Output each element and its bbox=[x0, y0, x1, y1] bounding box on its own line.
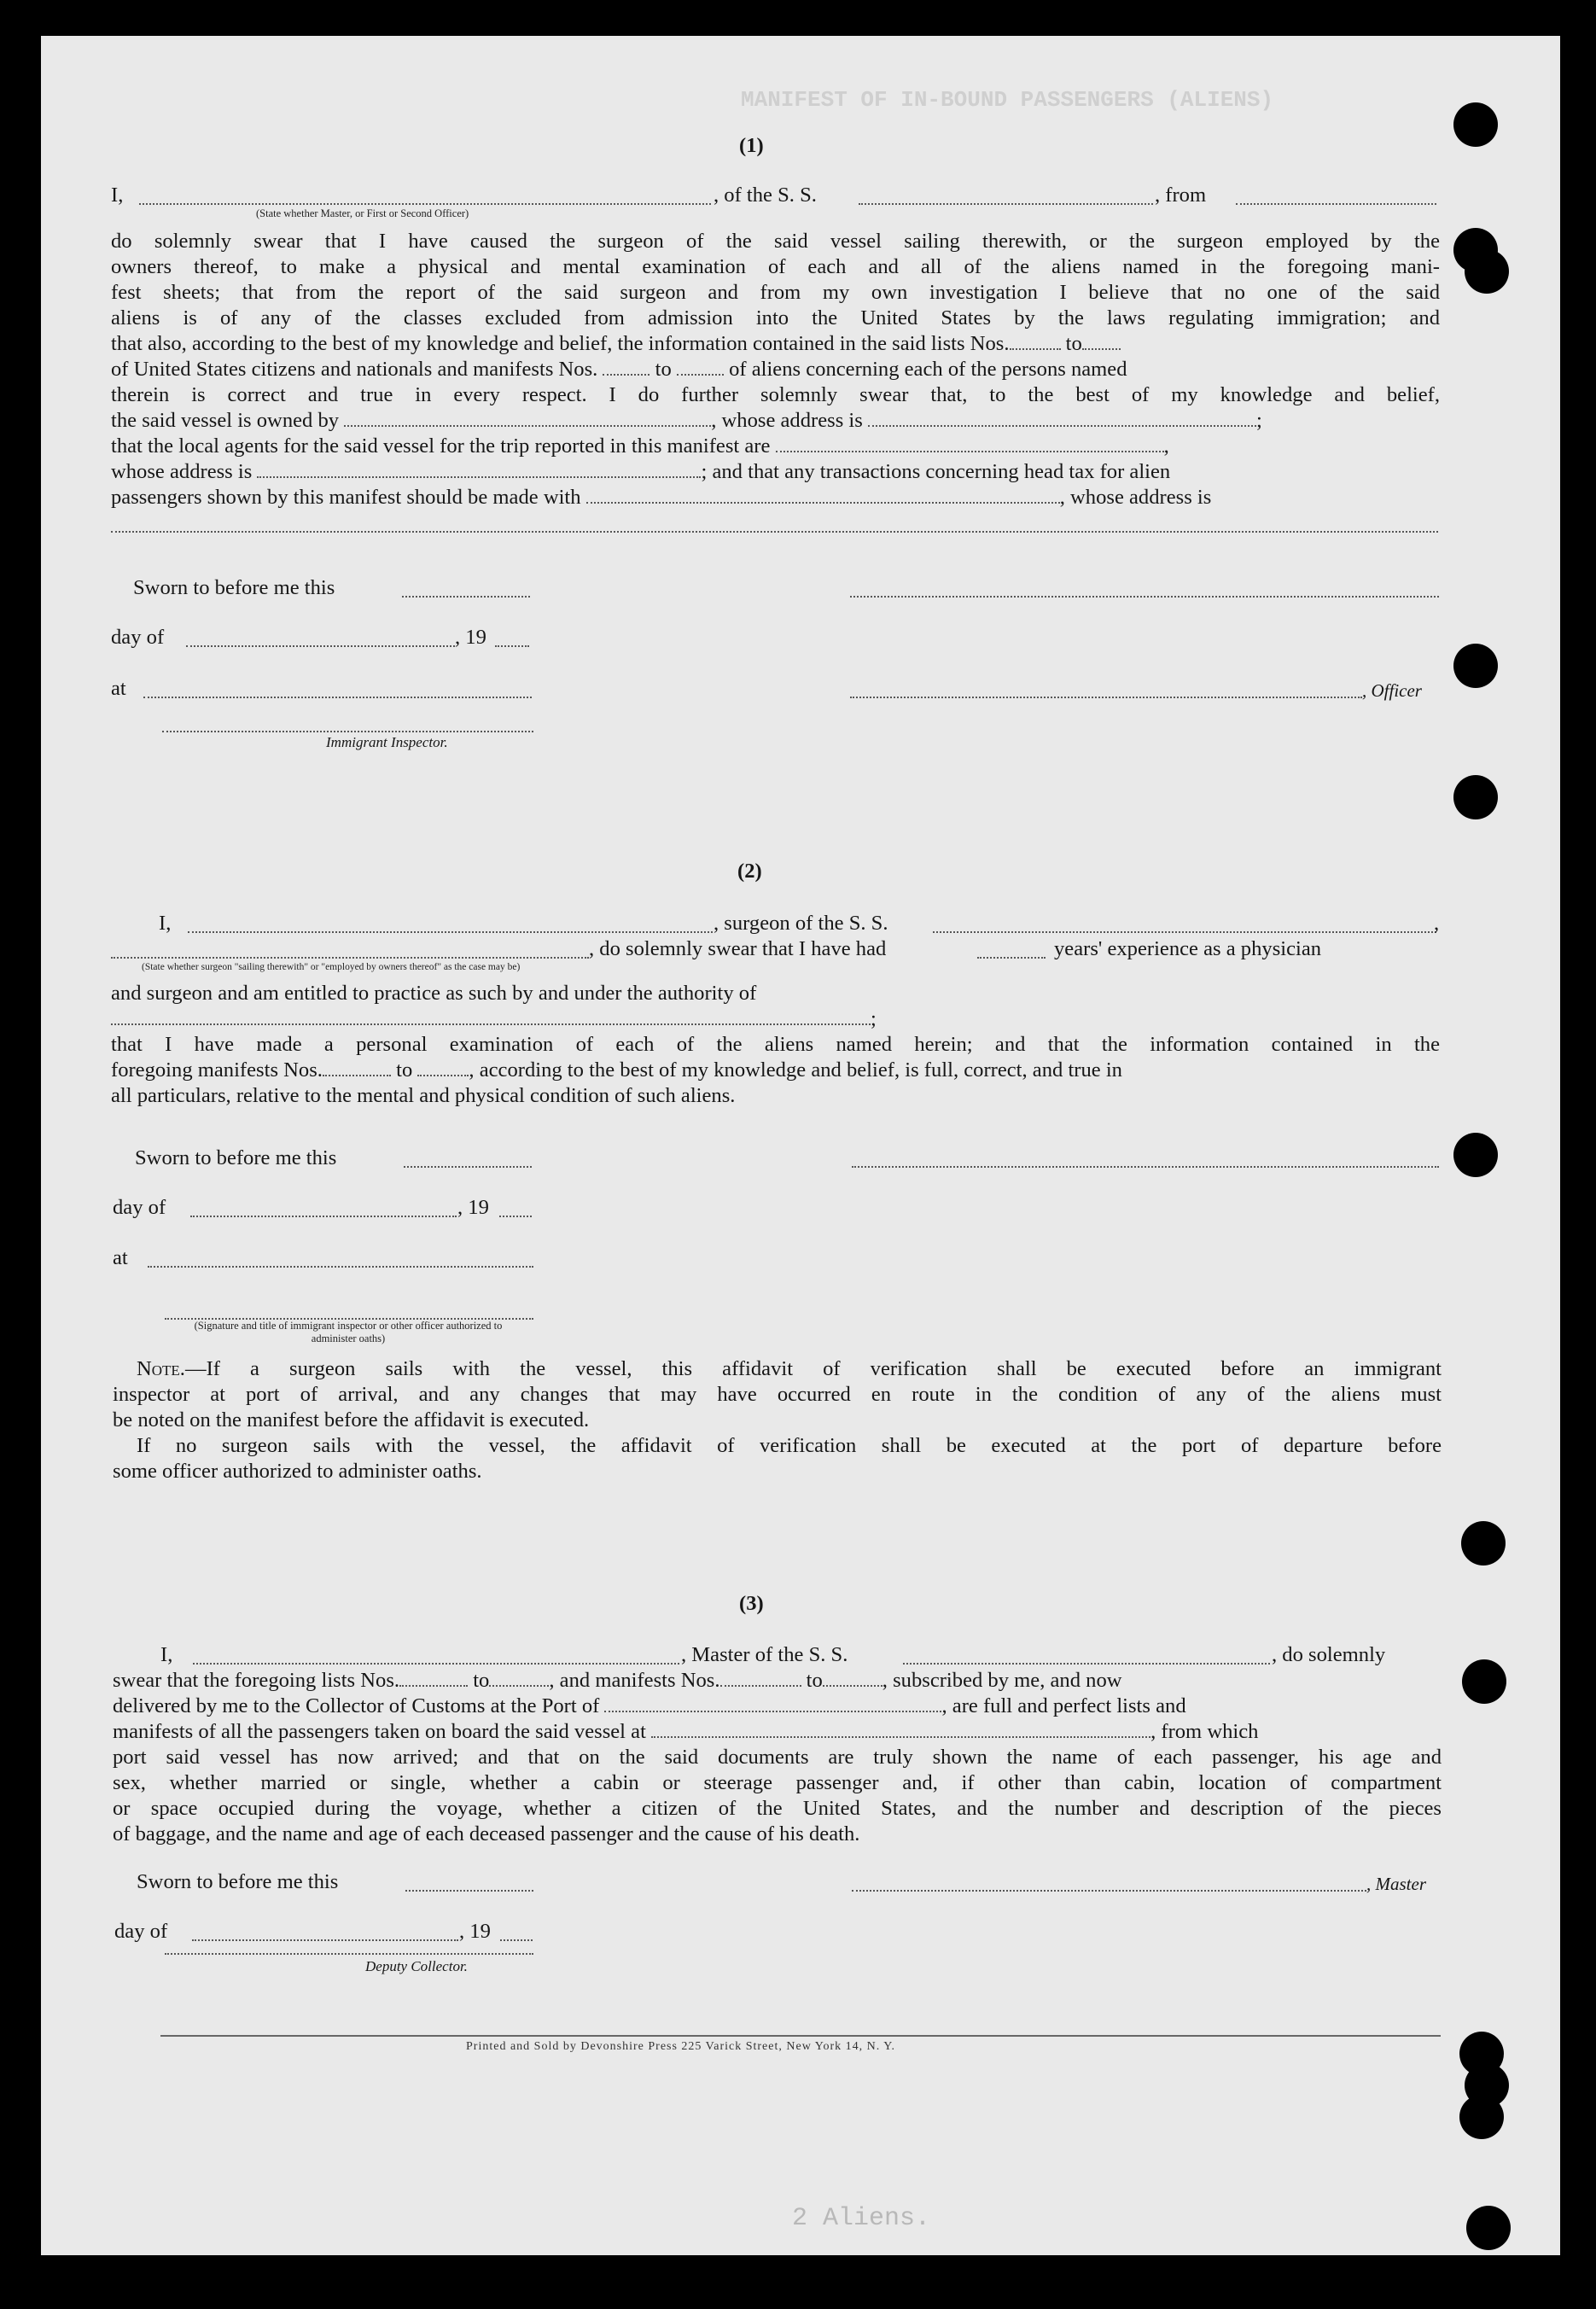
s3-day-field[interactable] bbox=[192, 1939, 458, 1941]
s2-surgeon-signature-line[interactable] bbox=[852, 1166, 1439, 1168]
punch-hole bbox=[1461, 1521, 1506, 1566]
s2-at-label: at bbox=[113, 1246, 128, 1269]
s2-surgeon-caption: (State whether surgeon "sailing therewith" or "employed by owners thereof" as the case may be) bbox=[142, 962, 521, 972]
footer-rule bbox=[160, 2035, 1441, 2037]
s3-master-label-end: , Master bbox=[1366, 1874, 1426, 1894]
punch-hole bbox=[1453, 1133, 1498, 1177]
s2-name-field[interactable] bbox=[188, 931, 713, 933]
s1-year-label: , 19 bbox=[455, 626, 486, 649]
s1-year-field[interactable] bbox=[495, 645, 529, 647]
s3-day-label: day of bbox=[114, 1920, 168, 1943]
section-1-heading: (1) bbox=[739, 134, 764, 157]
s3-i-label: I, bbox=[160, 1643, 173, 1666]
s2-day-label: day of bbox=[113, 1196, 166, 1219]
s3-sworn-label: Sworn to before me this bbox=[137, 1870, 339, 1893]
document-page bbox=[41, 36, 1560, 2255]
s1-continuation-line[interactable] bbox=[111, 531, 1438, 533]
s2-sworn-label: Sworn to before me this bbox=[135, 1146, 337, 1169]
s1-inspector-signature-line[interactable] bbox=[162, 731, 533, 732]
s1-master-signature-line[interactable] bbox=[850, 596, 1439, 598]
s3-collector-label: Deputy Collector. bbox=[365, 1958, 468, 1974]
s2-year-label: , 19 bbox=[457, 1196, 489, 1219]
s1-body-text: do solemnly swear that I have caused the surgeon of the said vessel sailing therewith, or the surgeon employed by the owners thereof, to make a physical and mental examination of each and all of the aliens named in the foregoing mani- fest sheets; that from the report of the said surgeon and from my own investigation I believe that no one of the said aliens is of any of the classes excluded from admission into the United States by the laws regulating immigration; and that also, according to the best of my knowledge and belief, the information contained in the said lists Nos. to of United States citizens and nationals and manifests Nos. to of aliens concerning each of the persons named therein is correct and true in every respect. I do further solemnly swear that, to the best of my knowledge and belief, the said vessel is owned by , whose address is ; that the local agents for the said vessel for the trip reported in this manifest are , whose address is ; and that any transactions concerning head tax for alien passengers shown by this manifest should be made with , whose address is bbox=[111, 230, 1440, 509]
s1-from-label: , from bbox=[1155, 184, 1207, 207]
s1-name-field[interactable] bbox=[139, 203, 711, 205]
s2-years-label: years' experience as a physician bbox=[1054, 937, 1322, 960]
s1-from-field[interactable] bbox=[1236, 203, 1436, 205]
s2-at-field[interactable] bbox=[148, 1266, 533, 1268]
s1-at-field[interactable] bbox=[143, 697, 532, 698]
s2-year-field[interactable] bbox=[499, 1216, 532, 1217]
s2-swear-label: , do solemnly swear that I have had bbox=[589, 937, 887, 960]
s1-ss-label: , of the S. S. bbox=[714, 184, 817, 207]
s1-sworn-field[interactable] bbox=[402, 596, 530, 598]
s1-at-label: at bbox=[111, 677, 126, 700]
s3-body-text: swear that the foregoing lists Nos. to , and manifests Nos. to , subscribed by me, and now delivered by me to the Collector of Customs at the Port of , are full and perfect lists and manifests of all the passengers taken on board the said vessel at , from which port said vessel has now arrived; and that on the said documents are truly shown the name of each passenger, his age and sex, whether married or single, whether a cabin or steerage passenger and, if other than cabin, location of compartment or space occupied during the voyage, whether a citizen of the United States, and the number and description of the pieces of baggage, and the name and age of each deceased passenger and the cause of his death. bbox=[113, 1669, 1442, 1845]
s1-day-label: day of bbox=[111, 626, 165, 649]
punch-hole bbox=[1453, 644, 1498, 688]
s1-ship-field[interactable] bbox=[859, 203, 1153, 205]
s1-officer-signature-line[interactable] bbox=[850, 697, 1362, 698]
punch-hole bbox=[1466, 2206, 1511, 2250]
s2-surgeon-type-field[interactable] bbox=[111, 957, 589, 959]
s2-surgeon-label: , surgeon of the S. S. bbox=[714, 912, 888, 935]
s2-sworn-field[interactable] bbox=[404, 1166, 532, 1168]
printer-imprint: Printed and Sold by Devonshire Press 225 Varick Street, New York 14, N. Y. bbox=[466, 2040, 896, 2053]
s1-sworn-label: Sworn to before me this bbox=[133, 576, 335, 599]
s1-inspector-label: Immigrant Inspector. bbox=[326, 734, 448, 750]
s2-body-text: and surgeon and am entitled to practice as such by and under the authority of ; that I have made a personal examination of each of the aliens named herein; and that the information contained in the foregoing manifests Nos. to , according to the best of my knowledge and belief, is full, correct, and true in all particulars, relative to the mental and physical condition of such aliens. bbox=[111, 982, 1440, 1107]
s3-master-signature-line[interactable] bbox=[852, 1890, 1366, 1892]
s1-i-label: I, bbox=[111, 184, 124, 207]
s2-signature-caption: (Signature and title of immigrant inspector or other officer authorized to administer oaths) bbox=[194, 1320, 503, 1344]
s2-i-label: I, bbox=[159, 912, 172, 935]
bleed-through-stamp: 2 Aliens. bbox=[792, 2204, 931, 2233]
s2-comma: , bbox=[1434, 912, 1440, 935]
punch-hole bbox=[1453, 775, 1498, 819]
punch-hole bbox=[1462, 1659, 1506, 1704]
s3-swear-label: , do solemnly bbox=[1272, 1643, 1386, 1666]
s3-name-field[interactable] bbox=[193, 1663, 679, 1665]
s1-officer-label: , Officer bbox=[1362, 680, 1422, 701]
section-2-heading: (2) bbox=[737, 860, 762, 883]
s2-day-field[interactable] bbox=[190, 1216, 457, 1217]
s3-year-field[interactable] bbox=[500, 1939, 533, 1941]
s3-ship-field[interactable] bbox=[903, 1663, 1270, 1665]
punch-hole bbox=[1459, 2095, 1504, 2139]
punch-hole bbox=[1453, 102, 1498, 147]
s1-day-field[interactable] bbox=[186, 645, 455, 647]
s3-sworn-field[interactable] bbox=[405, 1890, 533, 1892]
s2-note-text: Note.—If a surgeon sails with the vessel, this affidavit of verification shall be executed before an immigrant inspector at port of arrival, and any changes that may have occurred en route in the condition of any of the aliens must be noted on the manifest before the affidavit is executed. If no surgeon sails with the vessel, the affidavit of verification shall be executed at the port of departure before some officer authorized to administer oaths. bbox=[113, 1357, 1442, 1483]
s3-master-label: , Master of the S. S. bbox=[681, 1643, 848, 1666]
bleed-through-header: MANIFEST OF IN-BOUND PASSENGERS (ALIENS) bbox=[741, 87, 1274, 113]
punch-hole bbox=[1465, 249, 1509, 294]
s2-ship-field[interactable] bbox=[933, 931, 1436, 933]
s2-years-field[interactable] bbox=[977, 957, 1046, 959]
s3-collector-signature-line[interactable] bbox=[165, 1953, 533, 1955]
s1-officer-caption: (State whether Master, or First or Second Officer) bbox=[256, 207, 469, 219]
section-3-heading: (3) bbox=[739, 1592, 764, 1615]
s3-year-label: , 19 bbox=[459, 1920, 491, 1943]
